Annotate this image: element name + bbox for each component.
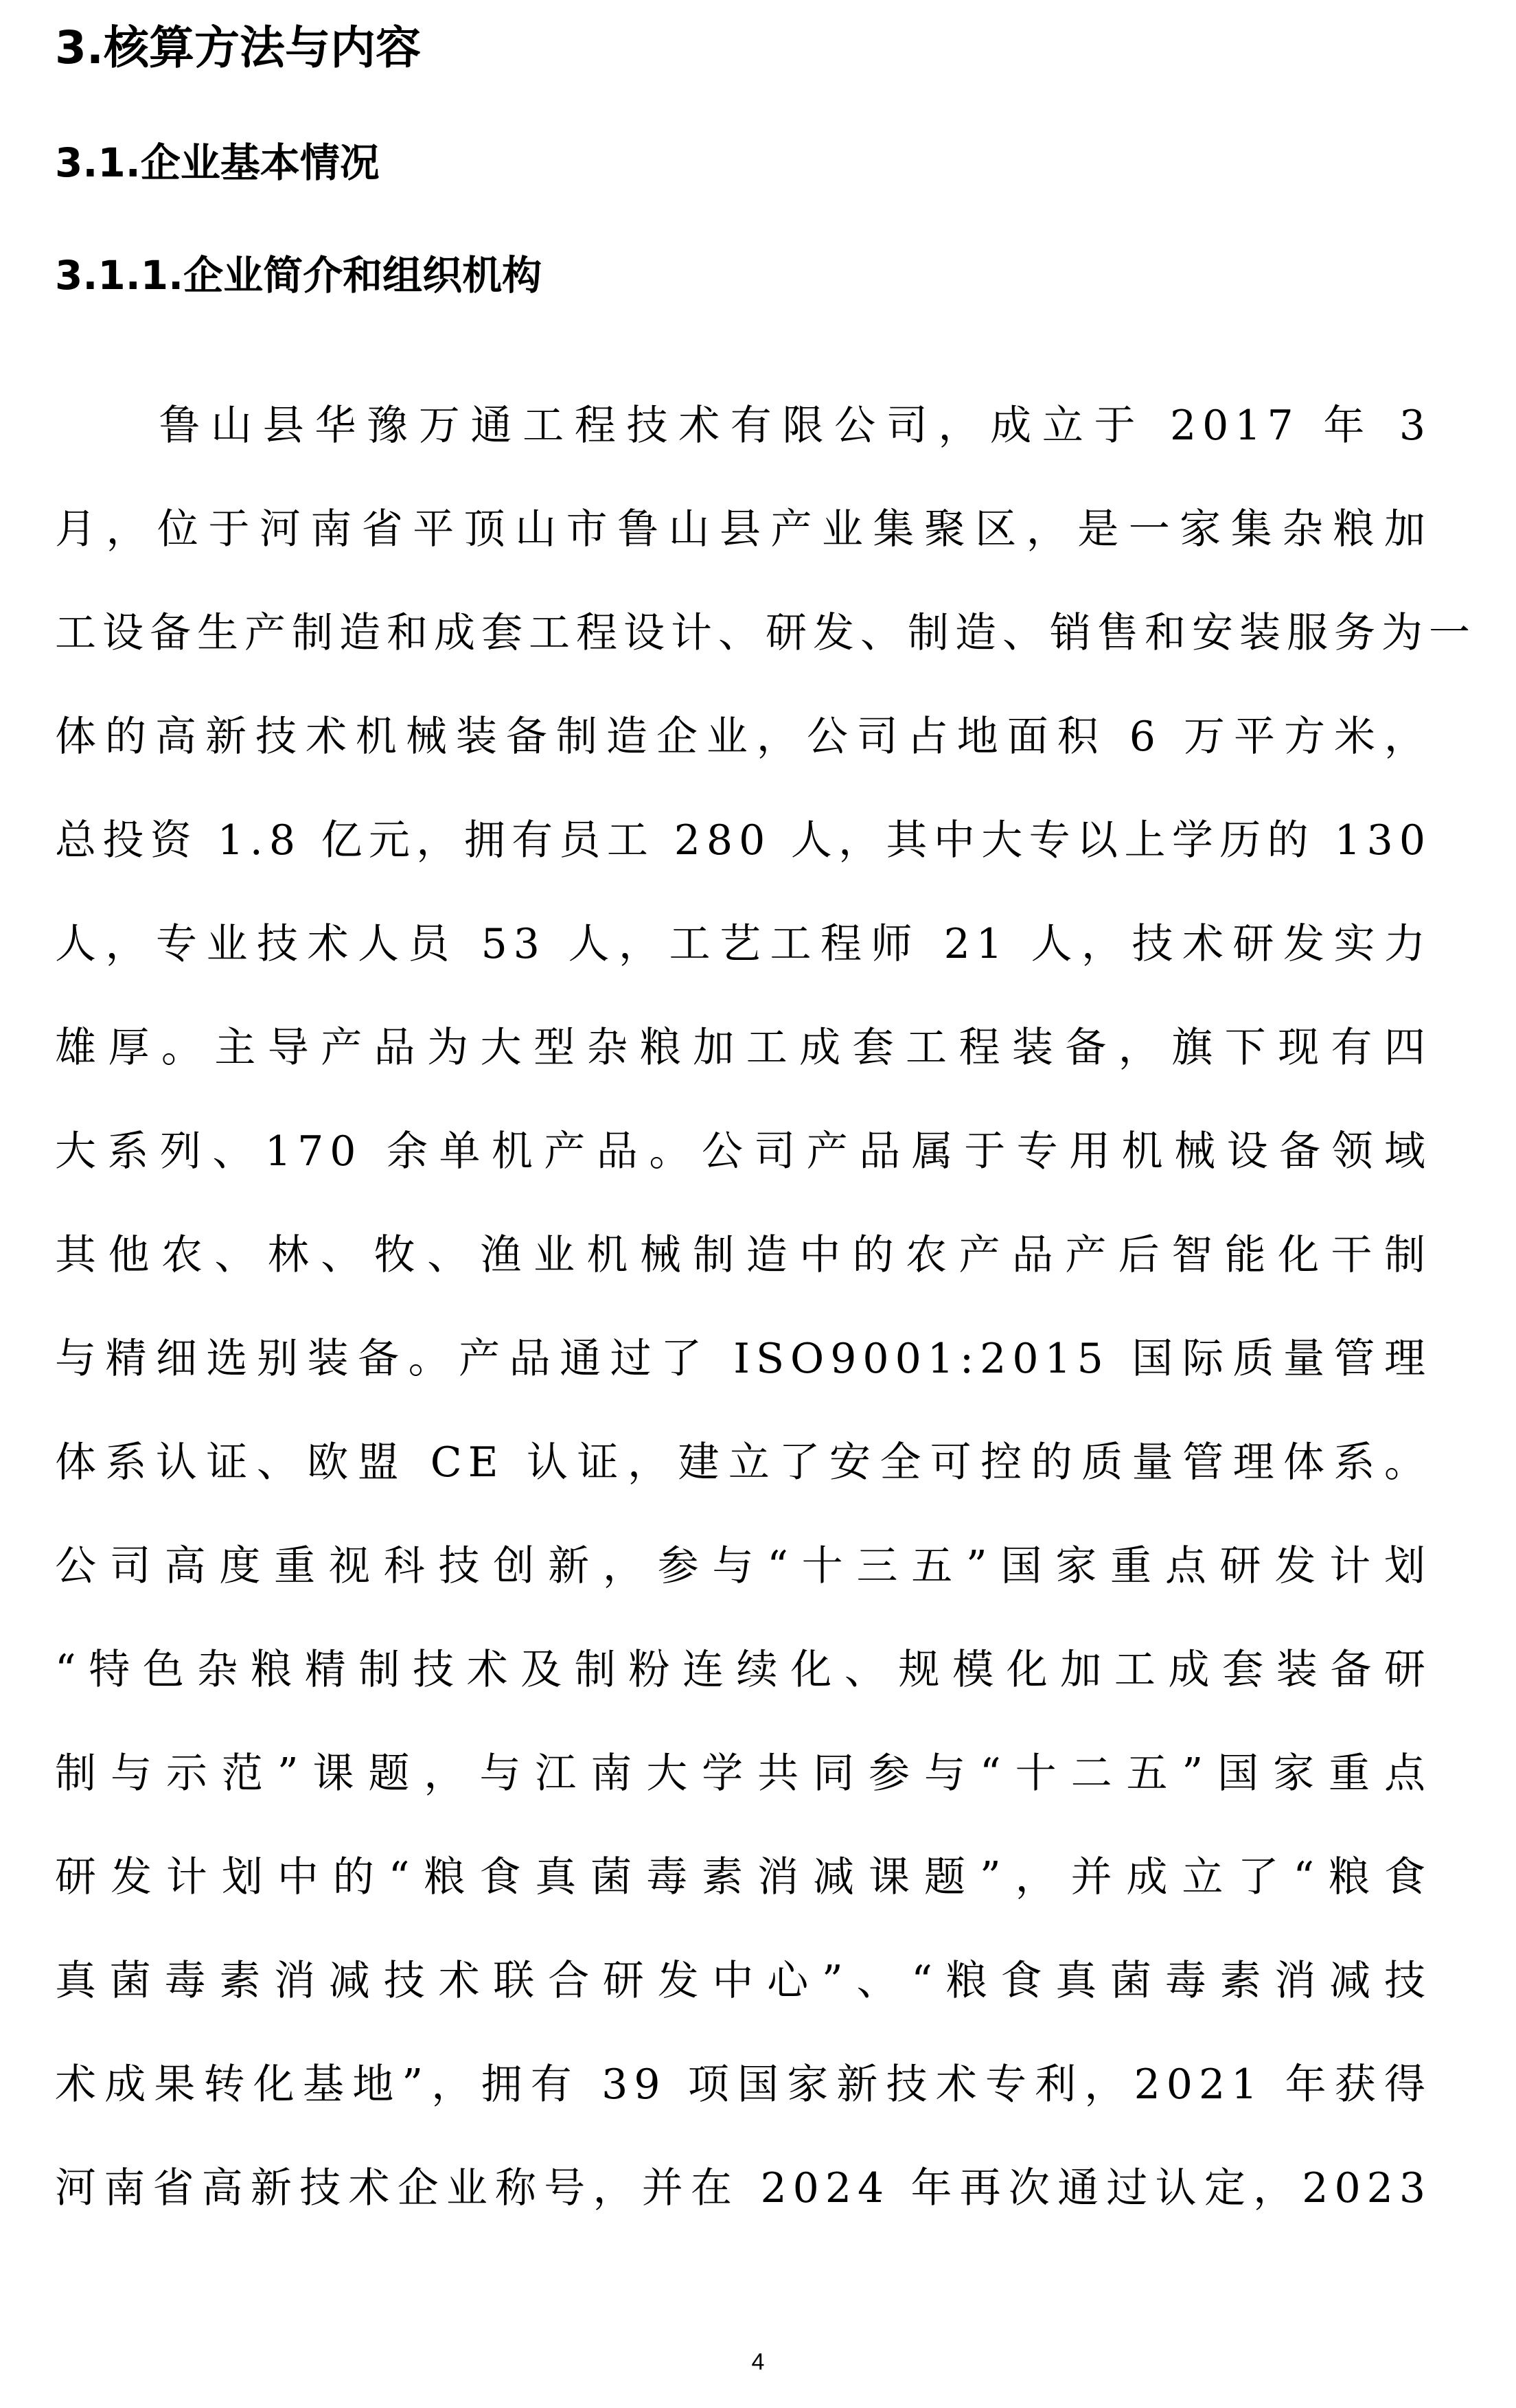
paragraph-line: 与精细选别装备。产品通过了 ISO9001:2015 国际质量管理: [55, 1335, 1432, 1383]
paragraph-line: 大系列、170 余单机产品。公司产品属于专用机械设备领域: [55, 1127, 1432, 1176]
section-heading-3-1-1: 3.1.1.企业简介和组织机构: [55, 252, 542, 299]
paragraph-line: 月，位于河南省平顶山市鲁山县产业集聚区，是一家集杂粮加: [55, 505, 1432, 553]
section-heading-3: 3.核算方法与内容: [55, 21, 421, 74]
page-number: 4: [751, 2349, 765, 2375]
paragraph-line: 研发计划中的“粮食真菌毒素消减课题”，并成立了“粮食: [55, 1853, 1432, 1901]
paragraph-line: 鲁山县华豫万通工程技术有限公司，成立于 2017 年 3: [55, 402, 1432, 450]
paragraph-line: 真菌毒素消减技术联合研发中心”、“粮食真菌毒素消减技: [55, 1957, 1432, 2005]
paragraph-line: 术成果转化基地”，拥有 39 项国家新技术专利，2021 年获得: [55, 2061, 1432, 2109]
paragraph-line: 雄厚。主导产品为大型杂粮加工成套工程装备，旗下现有四: [55, 1024, 1432, 1072]
paragraph-line: 其他农、林、牧、渔业机械制造中的农产品产后智能化干制: [55, 1231, 1432, 1279]
paragraph-line: 河南省高新技术企业称号，并在 2024 年再次通过认定，2023: [55, 2164, 1432, 2212]
paragraph-line: 体系认证、欧盟 CE 认证，建立了安全可控的质量管理体系。: [55, 1438, 1432, 1487]
paragraph-line: “特色杂粮精制技术及制粉连续化、规模化加工成套装备研: [55, 1646, 1432, 1694]
company-profile-paragraph: [55, 395, 1476, 2261]
paragraph-line: 工设备生产制造和成套工程设计、研发、制造、销售和安装服务为一: [55, 609, 1476, 657]
paragraph-line: 体的高新技术机械装备制造企业，公司占地面积 6 万平方米，: [55, 713, 1432, 761]
paragraph-line: 公司高度重视科技创新，参与“十三五”国家重点研发计划: [55, 1542, 1432, 1590]
section-heading-3-1: 3.1.企业基本情况: [55, 139, 380, 186]
paragraph-line: 制与示范”课题，与江南大学共同参与“十二五”国家重点: [55, 1750, 1432, 1798]
paragraph-line: 人，专业技术人员 53 人，工艺工程师 21 人，技术研发实力: [55, 920, 1432, 968]
paragraph-line: 总投资 1.8 亿元，拥有员工 280 人，其中大专以上学历的 130: [55, 816, 1432, 864]
